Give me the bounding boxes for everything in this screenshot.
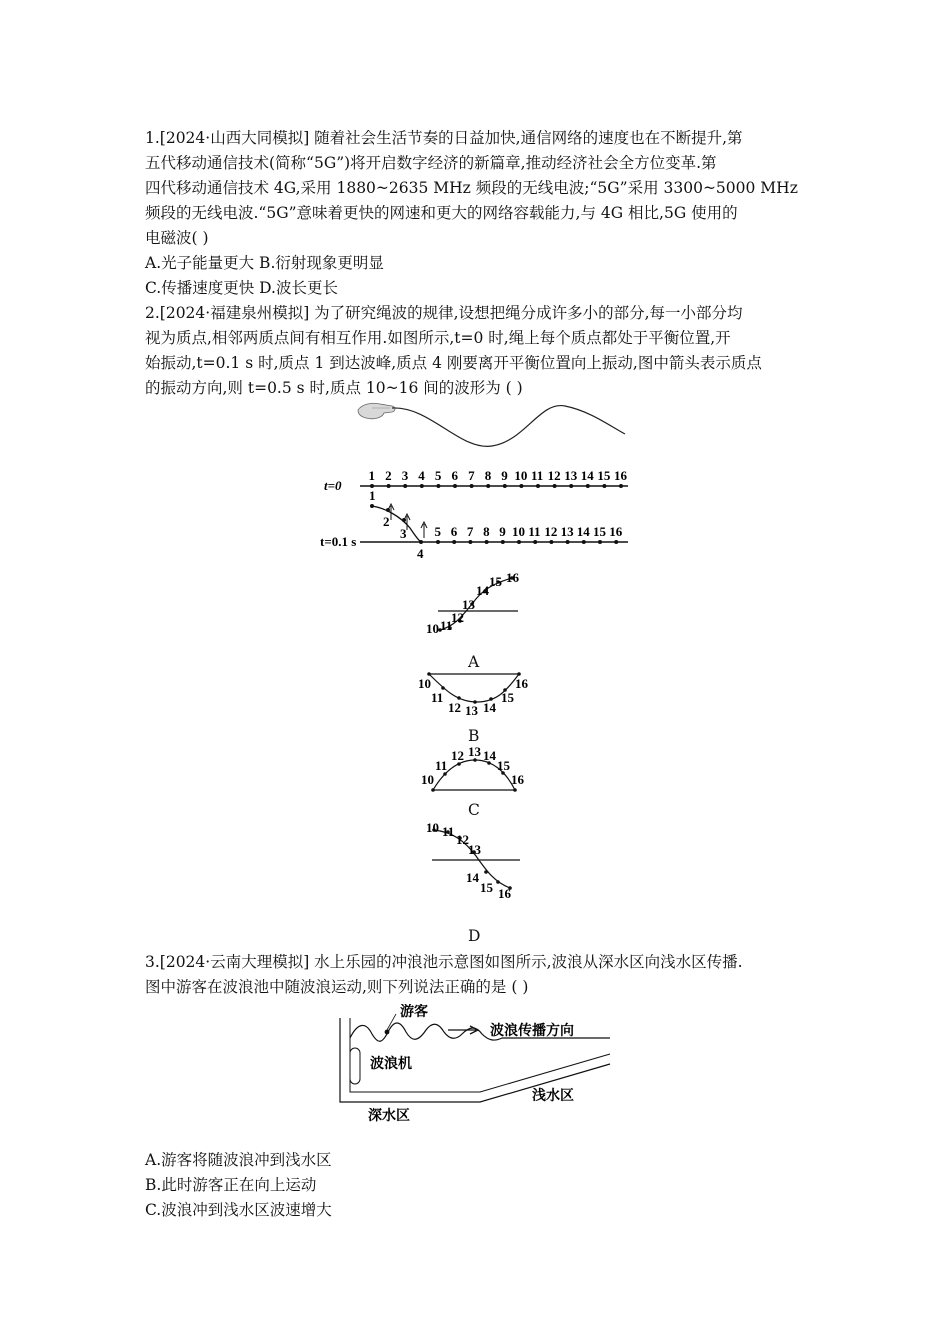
machine-label: 波浪机	[370, 1057, 412, 1072]
t01-point-15: 15	[593, 524, 606, 539]
choice-d-label: D	[468, 927, 481, 945]
t0-dot-7	[470, 484, 474, 488]
t01-point-10: 10	[512, 524, 525, 539]
t01-point-12: 12	[544, 524, 558, 539]
b-p11: 11	[431, 690, 444, 705]
t0-dot-11	[536, 484, 540, 488]
t01-point-7: 7	[466, 524, 474, 539]
t01-point-3: 3	[400, 526, 407, 541]
hand-icon	[358, 403, 395, 419]
t0-dot-3	[403, 484, 407, 488]
c-p16: 16	[511, 772, 524, 787]
t0-dot-12	[553, 484, 557, 488]
t0-point-2: 2	[385, 468, 392, 483]
c-p12: 12	[451, 748, 464, 763]
t0-point-1: 1	[368, 468, 375, 483]
a-p16: 16	[506, 570, 519, 585]
t01-point-6: 6	[450, 524, 458, 539]
t01-point-11: 11	[528, 524, 541, 539]
q1-option-cd: C.传播速度更快 D.波长更长	[145, 279, 338, 297]
choice-a-label: A	[468, 653, 480, 671]
wave-machine-icon	[350, 1048, 360, 1084]
c-p10: 10	[421, 772, 434, 787]
t0-dot-5	[436, 484, 440, 488]
q1-line-5: 电磁波( )	[145, 229, 209, 247]
rope-wave-figure	[300, 396, 650, 564]
q2-line-3: 始振动,t=0.1 s 时,质点 1 到达波峰,质点 4 刚要离开平衡位置向上振动,图中箭头表示质点	[145, 354, 762, 372]
b-p14: 14	[483, 700, 496, 715]
choice-a-figure	[420, 566, 530, 646]
t01-dot-6	[452, 540, 456, 544]
d-p14: 14	[466, 870, 479, 885]
q1-line-4: 频段的无线电波.“5G”意味着更快的网速和更大的网络容载能力,与 4G 相比,5G 使用的	[145, 204, 738, 222]
t01-point-4-dot	[419, 540, 423, 544]
t0-dot-13	[569, 484, 573, 488]
q1-option-ab: A.光子能量更大 B.衍射现象更明显	[145, 254, 384, 272]
t01-point-16: 16	[609, 524, 623, 539]
q2-line-2: 视为质点,相邻两质点间有相互作用.如图所示,t=0 时,绳上每个质点都处于平衡位置,开	[145, 329, 731, 347]
d-p15: 15	[480, 880, 493, 895]
t01-point-13: 13	[560, 524, 574, 539]
t0-dot-15	[602, 484, 606, 488]
t0-label: t=0	[324, 478, 342, 493]
t0-dot-6	[453, 484, 457, 488]
t01-dot-16	[614, 540, 618, 544]
choice-d-figure	[420, 816, 530, 904]
t0-point-15: 15	[597, 468, 611, 483]
wave-pool-figure	[330, 1004, 620, 1126]
t01-wave-front	[372, 506, 421, 542]
choice-c-figure	[415, 742, 535, 798]
t01-point-5: 5	[434, 524, 441, 539]
t0-dot-4	[420, 484, 424, 488]
t01-label: t=0.1 s	[320, 534, 357, 549]
a-p12: 12	[451, 610, 464, 625]
t0-dot-2	[387, 484, 391, 488]
t0-point-8: 8	[484, 468, 492, 483]
t0-point-3: 3	[401, 468, 409, 483]
deep-label: 深水区	[368, 1109, 410, 1124]
t01-dot-14	[582, 540, 586, 544]
t0-point-16: 16	[614, 468, 627, 483]
c-p15: 15	[497, 758, 510, 773]
choice-b-figure	[415, 668, 535, 722]
a-p11: 11	[440, 618, 453, 633]
d-p10: 10	[426, 820, 439, 835]
t01-dot-10	[517, 540, 521, 544]
t0-dot-8	[486, 484, 490, 488]
t0-point-10: 10	[514, 468, 528, 483]
q1-line-1: 1.[2024·山西大同模拟] 随着社会生活节奏的日益加快,通信网络的速度也在不断提升,第	[145, 129, 743, 147]
c-p14: 14	[483, 748, 496, 763]
q3-option-c: C.波浪冲到浅水区波速增大	[145, 1201, 332, 1219]
b-p13: 13	[465, 703, 478, 718]
t01-dot-15	[598, 540, 602, 544]
t01-dot-13	[566, 540, 570, 544]
q3-option-b: B.此时游客正在向上运动	[145, 1176, 317, 1194]
t0-point-6: 6	[451, 468, 458, 483]
t01-point-8: 8	[483, 524, 490, 539]
q3-line-1: 3.[2024·云南大理模拟] 水上乐园的冲浪池示意图如图所示,波浪从深水区向浅水区传播.	[145, 953, 743, 971]
t0-dot-14	[586, 484, 590, 488]
a-p14: 14	[476, 583, 489, 598]
t0-point-4: 4	[418, 468, 425, 483]
up-arrow-icon	[421, 522, 427, 538]
d-p13: 13	[468, 842, 481, 857]
q1-line-2: 五代移动通信技术(简称“5G”)将开启数字经济的新篇章,推动经济社会全方位变革.第	[145, 154, 717, 172]
b-p16: 16	[515, 676, 528, 691]
d-p16: 16	[498, 886, 511, 901]
t01-dot-12	[549, 540, 553, 544]
t0-point-5: 5	[434, 468, 442, 483]
t01-point-4: 4	[417, 546, 424, 561]
choice-c-label: C	[468, 801, 480, 819]
t0-dot-10	[519, 484, 523, 488]
t0-dot-16	[619, 484, 623, 488]
t0-point-9: 9	[501, 468, 508, 483]
b-p12: 12	[448, 700, 461, 715]
t01-dot-11	[533, 540, 537, 544]
t0-point-14: 14	[580, 468, 594, 483]
a-p13: 13	[462, 597, 475, 612]
d-p12: 12	[456, 832, 469, 847]
t0-dot-9	[503, 484, 507, 488]
b-p10: 10	[418, 676, 431, 691]
t01-dot-9	[501, 540, 505, 544]
t01-dot-8	[485, 540, 489, 544]
t0-point-13: 13	[564, 468, 578, 483]
rope-wave-curve	[392, 406, 625, 447]
c-p11: 11	[435, 758, 448, 773]
t01-point-14: 14	[576, 524, 590, 539]
t0-point-7: 7	[468, 468, 475, 483]
t01-point-2: 2	[383, 514, 390, 529]
t01-dot-7	[468, 540, 472, 544]
visitor-label: 游客	[400, 1005, 428, 1020]
q3-option-a: A.游客将随波浪冲到浅水区	[145, 1151, 332, 1169]
q2-line-1: 2.[2024·福建泉州模拟] 为了研究绳波的规律,设想把绳分成许多小的部分,每一小部分均	[145, 304, 743, 322]
t01-dot-5	[436, 540, 440, 544]
b-p15: 15	[501, 690, 514, 705]
t01-point-1: 1	[369, 488, 376, 503]
t01-point-1-dot	[370, 504, 374, 508]
direction-label: 波浪传播方向	[490, 1024, 574, 1039]
a-p15: 15	[489, 574, 502, 589]
t01-point-9: 9	[499, 524, 506, 539]
q1-line-3: 四代移动通信技术 4G,采用 1880~2635 MHz 频段的无线电波;“5G”采用 3300~5000 MHz	[145, 179, 798, 197]
q2-line-4: 的振动方向,则 t=0.5 s 时,质点 10~16 间的波形为 ( )	[145, 379, 523, 397]
a-p10: 10	[426, 621, 439, 636]
c-p13: 13	[468, 744, 481, 759]
q3-line-2: 图中游客在波浪池中随波浪运动,则下列说法正确的是 ( )	[145, 978, 529, 996]
t0-point-12: 12	[547, 468, 561, 483]
d-p11: 11	[442, 824, 455, 839]
visitor-dot	[385, 1030, 390, 1035]
choice-b-label: B	[468, 727, 480, 745]
shallow-label: 浅水区	[532, 1089, 574, 1104]
t0-point-11: 11	[531, 468, 544, 483]
